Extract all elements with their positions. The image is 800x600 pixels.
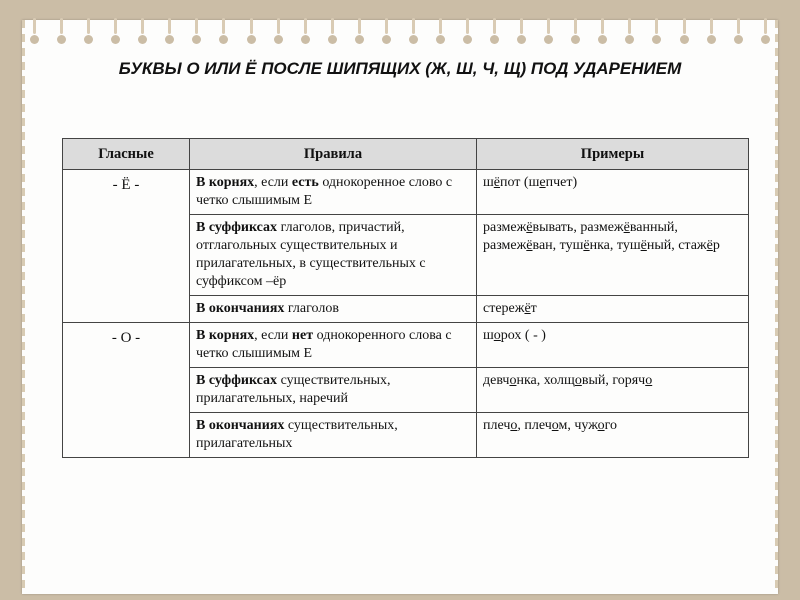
example-text: пчет) — [545, 175, 578, 190]
binder-hole — [598, 18, 607, 44]
binder-hole — [247, 18, 256, 44]
binder-hole — [517, 18, 526, 44]
binder-hole — [680, 18, 689, 44]
example-text: вый, горяч — [581, 373, 646, 388]
rule-emphasis: есть — [291, 175, 319, 190]
rules-table — [62, 138, 749, 458]
rule-text: однокоренное слово с четко слышимым Е — [196, 175, 453, 208]
binder-hole — [219, 18, 228, 44]
binder-hole — [544, 18, 553, 44]
rule-text: глаголов — [284, 301, 339, 316]
binder-hole — [57, 18, 66, 44]
stressed-letter: о — [493, 328, 501, 343]
stressed-letter: о — [645, 373, 653, 388]
binder-hole — [436, 18, 445, 44]
binder-hole — [409, 18, 418, 44]
example-text: девч — [483, 373, 510, 388]
example-text: плеч — [483, 418, 511, 433]
binder-hole — [382, 18, 391, 44]
binder-hole — [84, 18, 93, 44]
binder-hole — [165, 18, 174, 44]
stressed-letter: ё — [526, 238, 533, 253]
vowel-cell: - О - — [63, 323, 190, 458]
binder-hole — [274, 18, 283, 44]
example-text: размеж — [483, 220, 527, 235]
binder-hole — [355, 18, 364, 44]
header-examples: Примеры — [477, 139, 749, 170]
example-text: ш — [483, 328, 494, 343]
example-text: стереж — [483, 301, 525, 316]
rule-text: глаголов, причастий, отглагольных существительных и прилагательных, в существительных с суффиксом –ёр — [196, 220, 426, 289]
binder-hole — [111, 18, 120, 44]
binder-hole — [138, 18, 147, 44]
example-cell — [477, 413, 749, 458]
stressed-letter: ё — [583, 238, 590, 253]
binder-hole — [734, 18, 743, 44]
stressed-letter: о — [510, 418, 518, 433]
rule-cell — [190, 323, 477, 368]
slide-title: БУКВЫ О ИЛИ Ё ПОСЛЕ ШИПЯЩИХ (Ж, Ш, Ч, Щ) ПОД УДАРЕНИЕМ — [118, 59, 682, 78]
binder-hole — [463, 18, 472, 44]
rule-emphasis: нет — [291, 328, 314, 343]
stressed-letter: ё — [493, 175, 500, 190]
example-text: , плеч — [517, 418, 552, 433]
example-text: ванный, размеж — [483, 220, 678, 253]
rule-keyword: В суффиксах — [196, 220, 278, 235]
left-perforation — [22, 20, 25, 594]
example-text: ш — [483, 175, 494, 190]
stressed-letter: о — [597, 418, 605, 433]
example-cell — [477, 215, 749, 296]
binder-hole — [707, 18, 716, 44]
example-text: ван, туш — [532, 238, 584, 253]
example-text: т — [530, 301, 537, 316]
example-text: пот (ш — [500, 175, 540, 190]
rule-cell — [190, 296, 477, 323]
binder-hole — [328, 18, 337, 44]
binder-hole — [301, 18, 310, 44]
rule-cell — [190, 170, 477, 215]
stressed-letter: ё — [524, 301, 531, 316]
example-text: нка, туш — [589, 238, 641, 253]
vowel-cell: - Ё - — [63, 170, 190, 323]
rule-keyword: В корнях — [196, 328, 255, 343]
example-text: м, чуж — [558, 418, 598, 433]
example-cell — [477, 368, 749, 413]
example-text: ный, стаж — [646, 238, 707, 253]
rule-cell — [190, 368, 477, 413]
rule-keyword: В окончаниях — [196, 418, 285, 433]
rule-cell — [190, 215, 477, 296]
header-rules: Правила — [190, 139, 477, 170]
right-perforation — [775, 20, 778, 594]
rule-keyword: В окончаниях — [196, 301, 285, 316]
binder-hole — [490, 18, 499, 44]
example-text: го — [604, 418, 617, 433]
header-vowels: Гласные — [63, 139, 190, 170]
example-cell — [477, 323, 749, 368]
rule-cell — [190, 413, 477, 458]
stressed-letter: ё — [526, 220, 533, 235]
example-text: нка, холщ — [516, 373, 575, 388]
table-header-row — [63, 139, 749, 170]
stressed-letter: о — [509, 373, 517, 388]
rule-text: , если — [254, 328, 292, 343]
stressed-letter: о — [551, 418, 559, 433]
example-cell — [477, 170, 749, 215]
binder-hole — [761, 18, 770, 44]
rule-text: существительных, прилагательных, наречий — [196, 373, 391, 406]
binder-holes — [22, 18, 778, 44]
rule-keyword: В корнях — [196, 175, 255, 190]
binder-hole — [192, 18, 201, 44]
rule-text: , если — [254, 175, 292, 190]
rule-text: однокоренного слова с четко слышимым Е — [196, 328, 452, 361]
example-cell — [477, 296, 749, 323]
binder-hole — [652, 18, 661, 44]
table-row — [63, 323, 749, 368]
example-text: рох ( - ) — [500, 328, 546, 343]
rule-text: существительных, прилагательных — [196, 418, 398, 451]
binder-hole — [571, 18, 580, 44]
binder-hole — [625, 18, 634, 44]
stressed-letter: ё — [706, 238, 713, 253]
example-text: р — [712, 238, 720, 253]
binder-hole — [30, 18, 39, 44]
stressed-letter: ё — [640, 238, 647, 253]
stressed-letter: ё — [623, 220, 630, 235]
stressed-letter: о — [574, 373, 582, 388]
rule-keyword: В суффиксах — [196, 373, 278, 388]
table-row — [63, 170, 749, 215]
stressed-letter: е — [539, 175, 546, 190]
example-text: вывать, размеж — [532, 220, 624, 235]
